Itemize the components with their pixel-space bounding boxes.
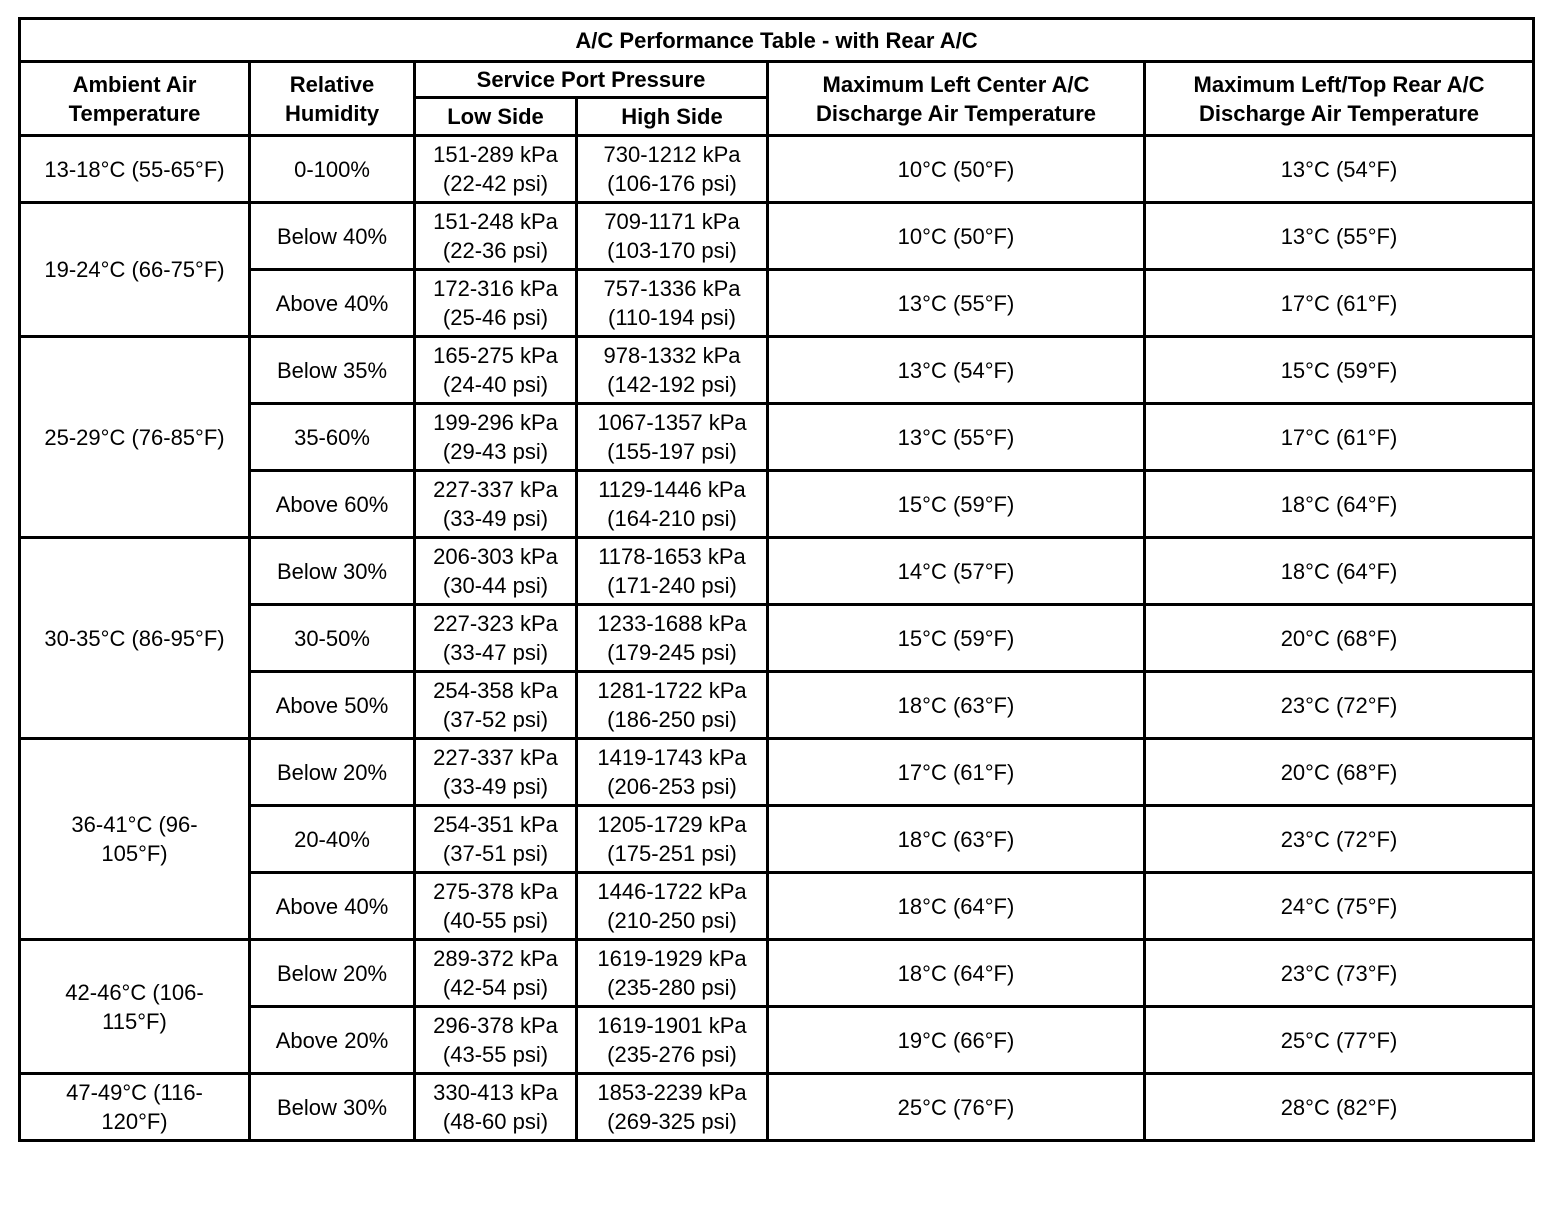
cell-rear-discharge: 17°C (61°F) xyxy=(1145,404,1534,471)
cell-low-side: 165-275 kPa (24-40 psi) xyxy=(415,337,577,404)
table-row xyxy=(20,940,1534,1007)
cell-high-side: 709-1171 kPa (103-170 psi) xyxy=(577,203,768,270)
cell-humidity: 30-50% xyxy=(250,605,415,672)
cell-ambient: 42-46°C (106- 115°F) xyxy=(20,940,250,1074)
cell-low-side: 275-378 kPa (40-55 psi) xyxy=(415,873,577,940)
header-high-side: High Side xyxy=(577,98,768,136)
cell-center-discharge: 15°C (59°F) xyxy=(768,605,1145,672)
cell-humidity: Above 40% xyxy=(250,873,415,940)
cell-rear-discharge: 28°C (82°F) xyxy=(1145,1074,1534,1141)
cell-humidity: Below 35% xyxy=(250,337,415,404)
cell-low-side: 172-316 kPa (25-46 psi) xyxy=(415,270,577,337)
cell-low-side: 254-358 kPa (37-52 psi) xyxy=(415,672,577,739)
cell-rear-discharge: 18°C (64°F) xyxy=(1145,538,1534,605)
cell-humidity: 0-100% xyxy=(250,136,415,203)
cell-humidity: Above 50% xyxy=(250,672,415,739)
cell-rear-discharge: 18°C (64°F) xyxy=(1145,471,1534,538)
cell-humidity: Below 40% xyxy=(250,203,415,270)
table-row xyxy=(20,136,1534,203)
cell-center-discharge: 17°C (61°F) xyxy=(768,739,1145,806)
cell-humidity: Above 60% xyxy=(250,471,415,538)
cell-center-discharge: 18°C (63°F) xyxy=(768,672,1145,739)
header-service-port: Service Port Pressure xyxy=(415,62,768,98)
header-center-discharge: Maximum Left Center A/C Discharge Air Temperature xyxy=(768,62,1145,136)
cell-humidity: Above 20% xyxy=(250,1007,415,1074)
cell-high-side: 1853-2239 kPa (269-325 psi) xyxy=(577,1074,768,1141)
cell-low-side: 206-303 kPa (30-44 psi) xyxy=(415,538,577,605)
cell-low-side: 227-337 kPa (33-49 psi) xyxy=(415,471,577,538)
cell-high-side: 1281-1722 kPa (186-250 psi) xyxy=(577,672,768,739)
cell-high-side: 1067-1357 kPa (155-197 psi) xyxy=(577,404,768,471)
cell-high-side: 1233-1688 kPa (179-245 psi) xyxy=(577,605,768,672)
cell-low-side: 289-372 kPa (42-54 psi) xyxy=(415,940,577,1007)
cell-low-side: 330-413 kPa (48-60 psi) xyxy=(415,1074,577,1141)
cell-low-side: 227-323 kPa (33-47 psi) xyxy=(415,605,577,672)
cell-center-discharge: 18°C (64°F) xyxy=(768,873,1145,940)
cell-rear-discharge: 23°C (72°F) xyxy=(1145,672,1534,739)
cell-rear-discharge: 15°C (59°F) xyxy=(1145,337,1534,404)
header-humidity: Relative Humidity xyxy=(250,62,415,136)
table-title: A/C Performance Table - with Rear A/C xyxy=(20,19,1534,62)
cell-rear-discharge: 17°C (61°F) xyxy=(1145,270,1534,337)
cell-rear-discharge: 23°C (72°F) xyxy=(1145,806,1534,873)
cell-high-side: 978-1332 kPa (142-192 psi) xyxy=(577,337,768,404)
header-ambient: Ambient Air Temperature xyxy=(20,62,250,136)
cell-humidity: Below 30% xyxy=(250,1074,415,1141)
cell-humidity: 35-60% xyxy=(250,404,415,471)
cell-ambient: 30-35°C (86-95°F) xyxy=(20,538,250,739)
ac-performance-table xyxy=(18,17,1535,1142)
table-body xyxy=(20,136,1534,1141)
cell-low-side: 254-351 kPa (37-51 psi) xyxy=(415,806,577,873)
cell-rear-discharge: 20°C (68°F) xyxy=(1145,739,1534,806)
cell-center-discharge: 14°C (57°F) xyxy=(768,538,1145,605)
cell-rear-discharge: 25°C (77°F) xyxy=(1145,1007,1534,1074)
cell-rear-discharge: 13°C (54°F) xyxy=(1145,136,1534,203)
cell-high-side: 1619-1901 kPa (235-276 psi) xyxy=(577,1007,768,1074)
cell-center-discharge: 13°C (55°F) xyxy=(768,404,1145,471)
cell-high-side: 730-1212 kPa (106-176 psi) xyxy=(577,136,768,203)
table-row xyxy=(20,1074,1534,1141)
cell-center-discharge: 25°C (76°F) xyxy=(768,1074,1145,1141)
cell-humidity: Below 20% xyxy=(250,940,415,1007)
cell-center-discharge: 19°C (66°F) xyxy=(768,1007,1145,1074)
cell-rear-discharge: 23°C (73°F) xyxy=(1145,940,1534,1007)
cell-ambient: 19-24°C (66-75°F) xyxy=(20,203,250,337)
cell-low-side: 151-289 kPa (22-42 psi) xyxy=(415,136,577,203)
cell-high-side: 1129-1446 kPa (164-210 psi) xyxy=(577,471,768,538)
cell-high-side: 1446-1722 kPa (210-250 psi) xyxy=(577,873,768,940)
header-low-side: Low Side xyxy=(415,98,577,136)
cell-low-side: 227-337 kPa (33-49 psi) xyxy=(415,739,577,806)
cell-center-discharge: 18°C (63°F) xyxy=(768,806,1145,873)
header-rear-discharge: Maximum Left/Top Rear A/C Discharge Air Temperature xyxy=(1145,62,1534,136)
cell-rear-discharge: 24°C (75°F) xyxy=(1145,873,1534,940)
cell-center-discharge: 13°C (54°F) xyxy=(768,337,1145,404)
cell-high-side: 1178-1653 kPa (171-240 psi) xyxy=(577,538,768,605)
cell-rear-discharge: 13°C (55°F) xyxy=(1145,203,1534,270)
cell-center-discharge: 10°C (50°F) xyxy=(768,203,1145,270)
cell-center-discharge: 13°C (55°F) xyxy=(768,270,1145,337)
cell-ambient: 47-49°C (116- 120°F) xyxy=(20,1074,250,1141)
cell-high-side: 1619-1929 kPa (235-280 psi) xyxy=(577,940,768,1007)
cell-low-side: 151-248 kPa (22-36 psi) xyxy=(415,203,577,270)
cell-humidity: Above 40% xyxy=(250,270,415,337)
cell-rear-discharge: 20°C (68°F) xyxy=(1145,605,1534,672)
cell-low-side: 199-296 kPa (29-43 psi) xyxy=(415,404,577,471)
table-row xyxy=(20,739,1534,806)
cell-center-discharge: 18°C (64°F) xyxy=(768,940,1145,1007)
document-page xyxy=(18,17,1532,1142)
cell-high-side: 757-1336 kPa (110-194 psi) xyxy=(577,270,768,337)
cell-ambient: 25-29°C (76-85°F) xyxy=(20,337,250,538)
cell-ambient: 13-18°C (55-65°F) xyxy=(20,136,250,203)
table-row xyxy=(20,337,1534,404)
table-row xyxy=(20,203,1534,270)
cell-low-side: 296-378 kPa (43-55 psi) xyxy=(415,1007,577,1074)
cell-humidity: Below 20% xyxy=(250,739,415,806)
cell-center-discharge: 10°C (50°F) xyxy=(768,136,1145,203)
cell-high-side: 1419-1743 kPa (206-253 psi) xyxy=(577,739,768,806)
cell-high-side: 1205-1729 kPa (175-251 psi) xyxy=(577,806,768,873)
cell-ambient: 36-41°C (96- 105°F) xyxy=(20,739,250,940)
cell-humidity: 20-40% xyxy=(250,806,415,873)
cell-humidity: Below 30% xyxy=(250,538,415,605)
table-row xyxy=(20,538,1534,605)
cell-center-discharge: 15°C (59°F) xyxy=(768,471,1145,538)
